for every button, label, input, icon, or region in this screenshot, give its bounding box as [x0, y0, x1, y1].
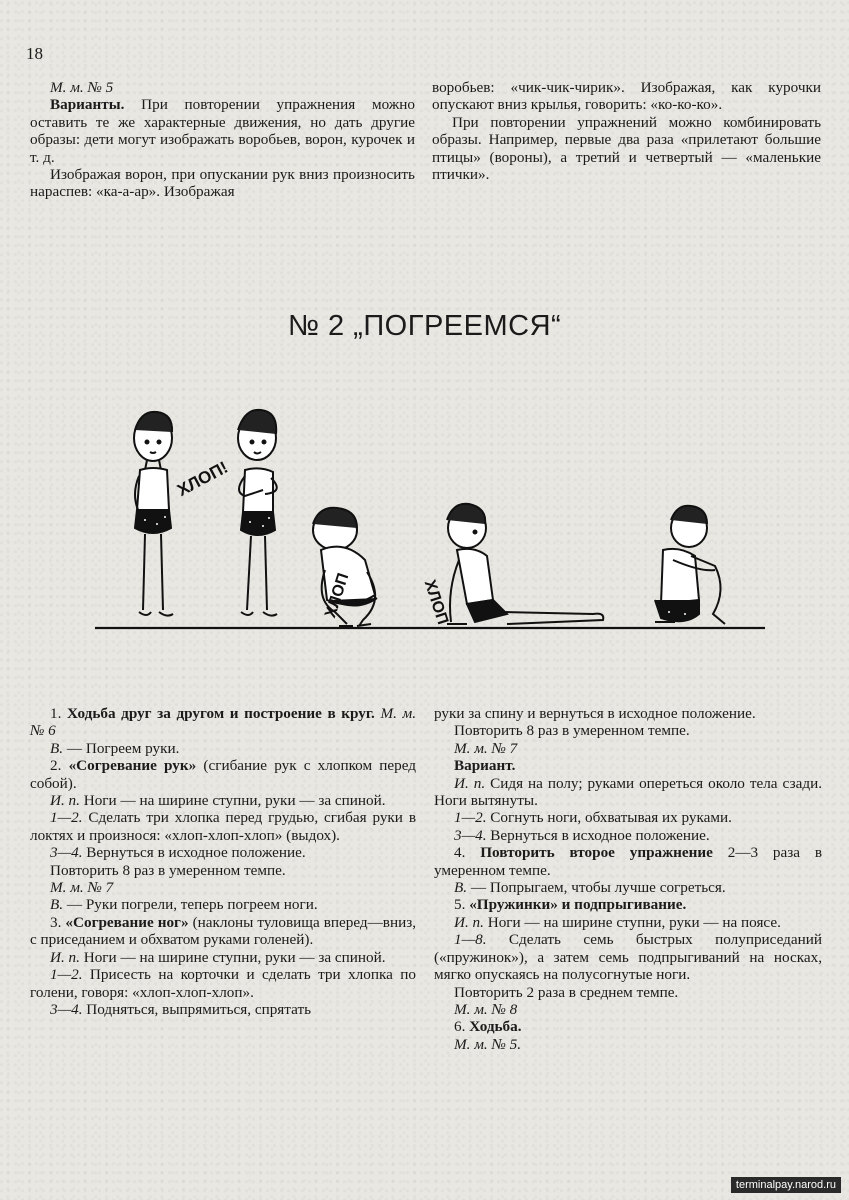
paragraph: И. п. Сидя на полу; руками опереться около тела сзади. Ноги вытянуты.	[434, 774, 823, 810]
paragraph: 3—4. Подняться, выпрямиться, спрятать	[50, 1000, 312, 1018]
paragraph: 1—2. Присесть на корточки и сделать три хлопка по голени, говоря: «хлоп-хлоп-хлоп».	[30, 966, 416, 1001]
paragraph: М. м. № 8	[454, 1000, 518, 1018]
paragraph: В. — Погреем руки.	[50, 739, 180, 757]
paragraph: М. м. № 7	[50, 879, 114, 897]
page-number: 18	[26, 44, 43, 63]
sitting-child-straight-legs-figure	[447, 504, 603, 624]
paragraph: 1—2. Согнуть ноги, обхватывая их руками.	[454, 809, 732, 827]
paragraph: М. м. № 5.	[454, 1035, 522, 1053]
paragraph: И. п. Ноги — на ширине ступни, руки — на поясе.	[454, 913, 781, 931]
paragraph: Варианты. При повторении упражнения можно оставить те же характерные движения, но дать другие образы: дети могут изображать воробьев, ворон, курочек и т. д.	[30, 96, 415, 166]
paragraph: Вариант.	[454, 757, 516, 775]
clap-word-left: ХЛОП	[322, 571, 353, 621]
paragraph: воробьев: «чик-чик-чирик». Изображая, как курочки опускают вниз крылья, говорить: «ко-ко-ко».	[432, 79, 821, 114]
squatting-child-figure	[313, 508, 377, 626]
paragraph: Повторить 8 раз в умеренном темпе.	[454, 722, 690, 740]
top-left-column	[30, 79, 415, 201]
exercise-title: № 2 „ПОГРЕЕМСЯ“	[287, 310, 562, 342]
paragraph: 3. «Согревание ног» (наклоны туловища вперед—вниз, с приседанием и обхватом руками голеней).	[30, 913, 417, 949]
bottom-left-column	[30, 705, 416, 1018]
paragraph: При повторении упражнений можно комбинировать образы. Например, первые два раза «прилетают большие птицы» (вороны), а третий и четвертый — «маленькие птички».	[432, 113, 821, 184]
clapping-child-figure	[238, 410, 277, 616]
paragraph: Повторить 2 раза в среднем темпе.	[454, 983, 679, 1001]
exercise-illustration	[95, 400, 765, 640]
paragraph: В. — Попрыгаем, чтобы лучше согреться.	[454, 879, 726, 897]
paragraph: И. п. Ноги — на ширине ступни, руки — за спиной.	[50, 792, 386, 810]
paragraph: М. м. № 5	[50, 79, 114, 96]
paragraph: В. — Руки погрели, теперь погреем ноги.	[50, 896, 318, 914]
paragraph: М. м. № 7	[454, 739, 518, 757]
site-watermark: terminalpay.narod.ru	[731, 1177, 841, 1193]
top-right-column	[432, 79, 821, 183]
bottom-right-column	[434, 705, 822, 1053]
standing-child-figure	[134, 412, 173, 616]
clap-word-right: ХЛОП	[420, 577, 452, 627]
paragraph: руки за спину и вернуться в исходное положение.	[434, 705, 756, 722]
paragraph: Повторить 8 раз в умеренном темпе.	[50, 861, 286, 879]
clap-word-upper: ХЛОП!	[174, 457, 231, 500]
paragraph: 2. «Согревание рук» (сгибание рук с хлопком перед собой).	[30, 757, 417, 792]
paragraph: И. п. Ноги — на ширине ступни, руки — за спиной.	[50, 948, 386, 966]
paragraph: 5. «Пружинки» и подпрыгивание.	[454, 896, 687, 914]
paragraph: 3—4. Вернуться в исходное положение.	[454, 826, 710, 844]
paragraph: 4. Повторить второе упражнение 2—3 раза в умеренном темпе.	[434, 844, 823, 879]
paragraph: 1—8. Сделать семь быстрых полуприседаний («пружинок»), а затем семь подпрыгиваний на носках, мягко опускаясь на полусогнутые ноги.	[434, 931, 822, 984]
sitting-child-hugged-knees-figure	[655, 506, 725, 624]
paragraph: 6. Ходьба.	[454, 1018, 522, 1036]
paragraph: 3—4. Вернуться в исходное положение.	[50, 844, 306, 862]
paragraph: 1—2. Сделать три хлопка перед грудью, сгибая руки в локтях и произнося: «хлоп-хлоп-хлоп» (выдох).	[30, 809, 416, 844]
paragraph: 1. Ходьба друг за другом и построение в круг. М. м. № 6	[30, 705, 417, 740]
paragraph: Изображая ворон, при опускании рук вниз произносить нараспев: «ка-а-ар». Изображая	[30, 166, 415, 201]
